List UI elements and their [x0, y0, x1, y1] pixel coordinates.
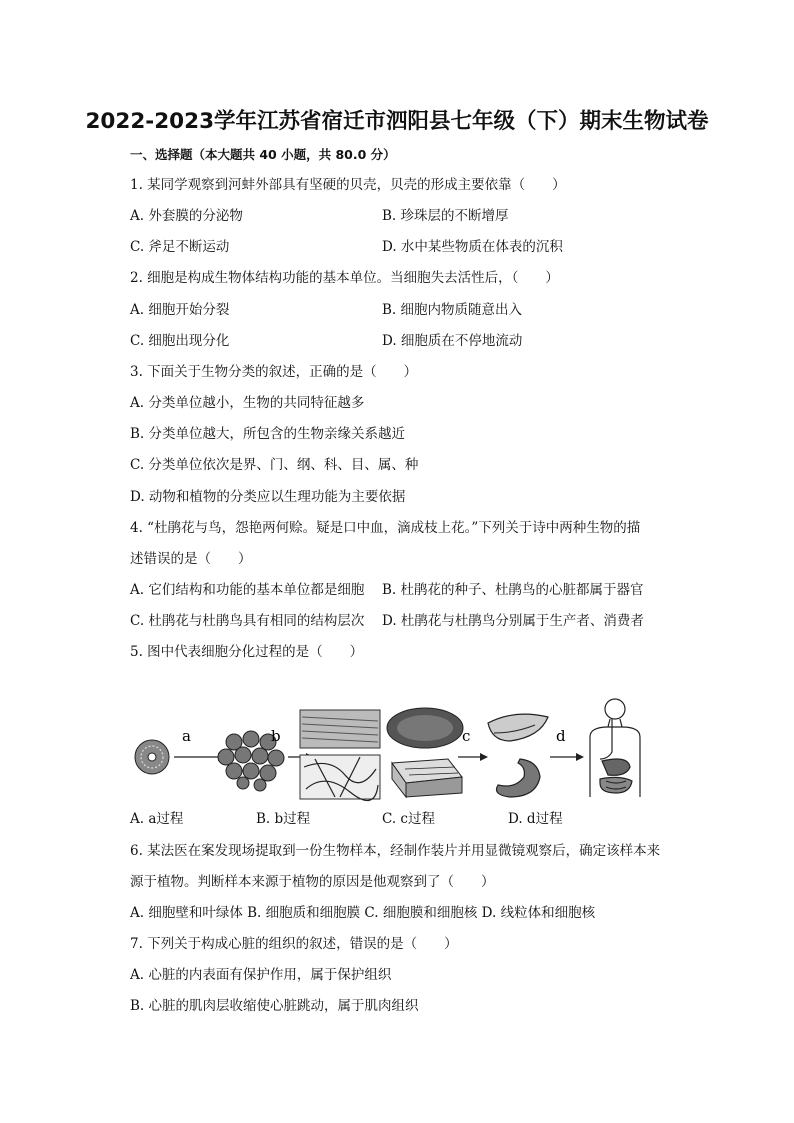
- arrow-c: [458, 753, 488, 761]
- question-6-stem-line1: 6. 某法医在案发现场提取到一份生物样本，经制作装片并用显微镜观察后，确定该样本来: [130, 843, 661, 859]
- q3-option-b: B. 分类单位越大，所包含的生物亲缘关系越近: [130, 426, 406, 442]
- q5-option-c: C. c过程: [382, 811, 435, 827]
- q2-option-b: B. 细胞内物质随意出入: [382, 302, 523, 318]
- q4-option-a: A. 它们结构和功能的基本单位都是细胞: [130, 582, 365, 598]
- question-1-stem: 1. 某同学观察到河蚌外部具有坚硬的贝壳，贝壳的形成主要依靠（ ）: [130, 177, 566, 193]
- q4-option-c: C. 杜鹃花与杜鹃鸟具有相同的结构层次: [130, 613, 365, 629]
- q1-option-a: A. 外套膜的分泌物: [130, 208, 243, 224]
- label-a: a: [182, 727, 191, 745]
- q5-option-b: B. b过程: [256, 811, 311, 827]
- organ-stomach: [497, 759, 541, 797]
- label-b: b: [271, 727, 281, 745]
- question-5-stem: 5. 图中代表细胞分化过程的是（ ）: [130, 644, 364, 660]
- tissue-connective: [392, 759, 462, 797]
- q6-options: A. 细胞壁和叶绿体 B. 细胞质和细胞膜 C. 细胞膜和细胞核 D. 线粒体和细胞核: [130, 905, 596, 921]
- label-d: d: [556, 727, 566, 745]
- arrow-d: [550, 753, 584, 761]
- q3-option-c: C. 分类单位依次是界、门、纲、科、目、属、种: [130, 457, 419, 473]
- q1-option-b: B. 珍珠层的不断增厚: [382, 208, 509, 224]
- q5-option-a: A. a过程: [130, 811, 184, 827]
- human-system: [590, 699, 640, 797]
- q1-option-c: C. 斧足不断运动: [130, 239, 230, 255]
- q4-option-b: B. 杜鹃花的种子、杜鹃鸟的心脏都属于器官: [382, 582, 644, 598]
- q2-option-c: C. 细胞出现分化: [130, 333, 230, 349]
- question-4-stem-line1: 4. “杜鹃花与鸟，怨艳两何赊。疑是口中血，滴成枝上花。”下列关于诗中两种生物的描: [130, 520, 641, 536]
- q1-option-d: D. 水中某些物质在体表的沉积: [382, 239, 563, 255]
- question-4-stem-line2: 述错误的是（ ）: [130, 551, 252, 567]
- question-2-stem: 2. 细胞是构成生物体结构功能的基本单位。当细胞失去活性后，（ ）: [130, 270, 559, 286]
- q2-option-d: D. 细胞质在不停地流动: [382, 333, 523, 349]
- exam-title: 2022-2023学年江苏省宿迁市泗阳县七年级（下）期末生物试卷: [85, 109, 709, 134]
- section-heading: 一、选择题（本大题共 40 小题，共 80.0 分）: [130, 147, 396, 162]
- tissue-muscle: [300, 710, 380, 748]
- q3-option-a: A. 分类单位越小，生物的共同特征越多: [130, 395, 365, 411]
- organ-liver: [488, 714, 548, 741]
- q5-option-d: D. d过程: [508, 811, 563, 827]
- q2-option-a: A. 细胞开始分裂: [130, 302, 230, 318]
- question-3-stem: 3. 下面关于生物分类的叙述，正确的是（ ）: [130, 364, 418, 380]
- q4-option-d: D. 杜鹃花与杜鹃鸟分别属于生产者、消费者: [382, 613, 644, 629]
- q7-option-a: A. 心脏的内表面有保护作用，属于保护组织: [130, 967, 392, 983]
- tissue-epithelial: [387, 708, 463, 748]
- question-6-stem-line2: 源于植物。判断样本来源于植物的原因是他观察到了（ ）: [130, 874, 495, 890]
- cell-differentiation-figure: [130, 697, 660, 802]
- q3-option-d: D. 动物和植物的分类应以生理功能为主要依据: [130, 489, 406, 505]
- label-c: c: [462, 727, 471, 745]
- single-cell: [135, 740, 169, 774]
- question-7-stem: 7. 下列关于构成心脏的组织的叙述，错误的是（ ）: [130, 936, 458, 952]
- q7-option-b: B. 心脏的肌肉层收缩使心脏跳动，属于肌肉组织: [130, 998, 419, 1014]
- tissue-nerve: [300, 755, 380, 801]
